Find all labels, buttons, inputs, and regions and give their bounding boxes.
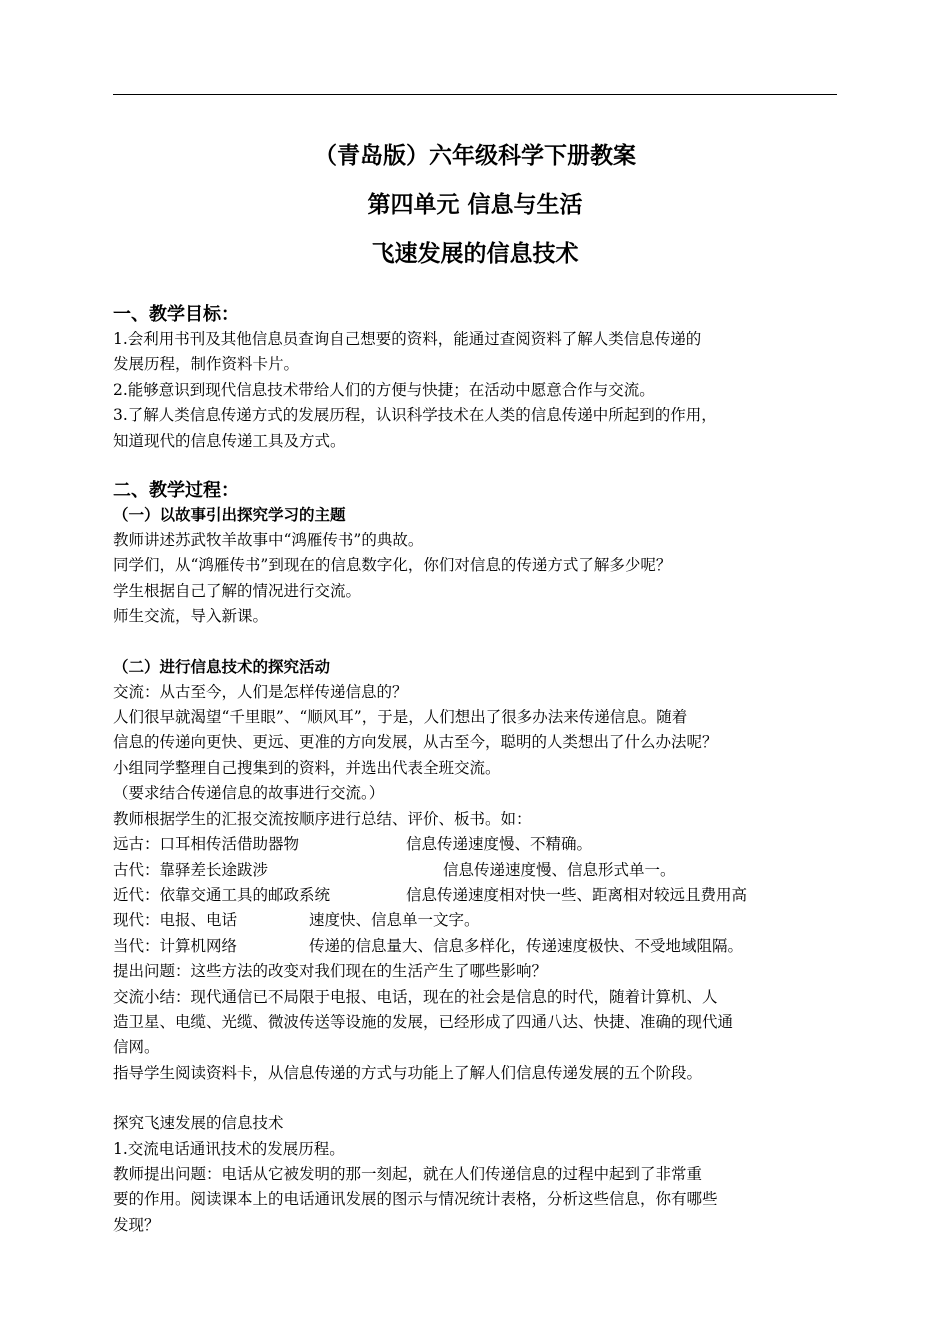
lesson-title: 飞速发展的信息技术 bbox=[371, 241, 579, 267]
era-description: 信息传递速度相对快一些、距离相对较远且费用高 bbox=[406, 885, 748, 904]
section-process-heading: 二、教学过程： bbox=[113, 480, 239, 502]
paragraph-line: 人们很早就渴望“千里眼”、“顺风耳”，于是，人们想出了很多办法来传递信息。随着 bbox=[113, 708, 688, 727]
paragraph-line: 小组同学整理自己搜集到的资料，并选出代表全班交流。 bbox=[113, 758, 501, 777]
era-label: 远古：口耳相传活借助器物 bbox=[113, 835, 300, 854]
era-row bbox=[113, 883, 848, 908]
era-row bbox=[113, 908, 848, 933]
era-description: 速度快、信息单一文字。 bbox=[309, 911, 480, 930]
paragraph-line: 发现？ bbox=[113, 1215, 160, 1234]
era-description: 信息传递速度慢、不精确。 bbox=[406, 835, 593, 854]
era-label: 古代：靠驿差长途跋涉 bbox=[113, 860, 269, 879]
paragraph-line: 信网。 bbox=[113, 1038, 160, 1057]
paragraph-line: 教师提出问题：电话从它被发明的那一刻起，就在人们传递信息的过程中起到了非常重 bbox=[113, 1164, 703, 1183]
era-description: 传递的信息量大、信息多样化，传递速度极快、不受地域阻隔。 bbox=[309, 936, 744, 955]
era-label: 现代：电报、电话 bbox=[113, 911, 238, 930]
subsection-heading: （二）进行信息技术的探究活动 bbox=[113, 657, 331, 676]
paragraph-line: 2.能够意识到现代信息技术带给人们的方便与快捷；在活动中愿意合作与交流。 bbox=[113, 380, 655, 399]
paragraph-line: 信息的传递向更快、更远、更准的方向发展，从古至今，聪明的人类想出了什么办法呢？ bbox=[113, 733, 718, 752]
header-rule bbox=[113, 94, 837, 95]
paragraph-line: 知道现代的信息传递工具及方式。 bbox=[113, 431, 346, 450]
paragraph-line: （要求结合传递信息的故事进行交流。） bbox=[113, 784, 385, 803]
paragraph-line: 教师根据学生的汇报交流按顺序进行总结、评价、板书。如： bbox=[113, 809, 532, 828]
paragraph-line: 发展历程，制作资料卡片。 bbox=[113, 355, 300, 374]
paragraph-line: 1.会利用书刊及其他信息员查询自己想要的资料，能通过查阅资料了解人类信息传递的 bbox=[113, 330, 702, 348]
paragraph-line: 师生交流，导入新课。 bbox=[113, 607, 269, 626]
era-label: 近代：依靠交通工具的邮政系统 bbox=[113, 885, 331, 904]
unit-title: 第四单元 信息与生活 bbox=[367, 192, 583, 218]
paragraph-line: 探究飞速发展的信息技术 bbox=[113, 1114, 284, 1133]
era-row bbox=[113, 934, 848, 959]
document-title: （青岛版）六年级科学下册教案 bbox=[314, 143, 636, 169]
document-body bbox=[113, 303, 848, 1238]
paragraph-line: 提出问题：这些方法的改变对我们现在的生活产生了哪些影响？ bbox=[113, 962, 548, 981]
paragraph-line: 3.了解人类信息传递方式的发展历程，认识科学技术在人类的信息传递中所起到的作用， bbox=[113, 406, 717, 425]
paragraph-line: 1.交流电话通讯技术的发展历程。 bbox=[113, 1139, 345, 1158]
paragraph-line: 要的作用。阅读课本上的电话通讯发展的图示与情况统计表格，分析这些信息，你有哪些 bbox=[113, 1190, 718, 1209]
era-row bbox=[113, 832, 848, 857]
paragraph-line: 交流小结：现代通信已不局限于电报、电话，现在的社会是信息的时代，随着计算机、人 bbox=[113, 987, 718, 1006]
era-description: 信息传递速度慢、信息形式单一。 bbox=[443, 860, 676, 879]
paragraph-line: 交流：从古至今，人们是怎样传递信息的？ bbox=[113, 682, 408, 701]
paragraph-line: 学生根据自己了解的情况进行交流。 bbox=[113, 581, 362, 600]
era-label: 当代：计算机网络 bbox=[113, 936, 238, 955]
era-row bbox=[113, 858, 848, 883]
subsection-heading: （一）以故事引出探究学习的主题 bbox=[113, 506, 346, 525]
paragraph-line: 造卫星、电缆、光缆、微波传送等设施的发展，已经形成了四通八达、快捷、准确的现代通 bbox=[113, 1012, 734, 1031]
paragraph-line: 指导学生阅读资料卡，从信息传递的方式与功能上了解人们信息传递发展的五个阶段。 bbox=[113, 1063, 703, 1082]
paragraph-line: 教师讲述苏武牧羊故事中“鸿雁传书”的典故。 bbox=[113, 531, 424, 550]
paragraph-line: 同学们，从“鸿雁传书”到现在的信息数字化，你们对信息的传递方式了解多少呢？ bbox=[113, 556, 672, 575]
section-objectives-heading: 一、教学目标： bbox=[113, 304, 239, 325]
